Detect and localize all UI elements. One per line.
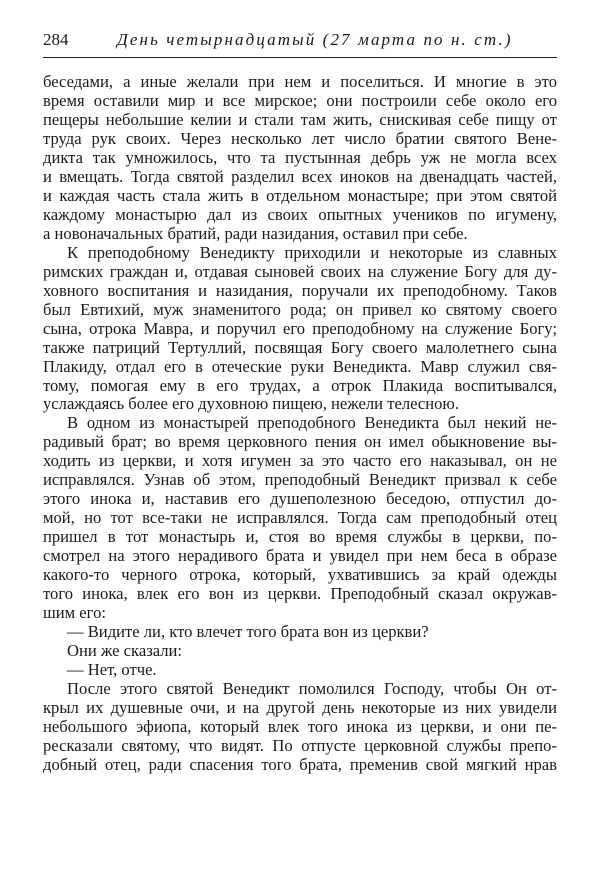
text-line: добный отец, ради спасения того брата, пременив свой мягкий нрав xyxy=(43,754,557,774)
text-line: тому, помогая ему в его трудах, а отрок Плакида воспитывался, xyxy=(43,375,557,395)
text-line: дикта так умножилось, что та пустынная дебрь уж не могла всех xyxy=(43,147,557,167)
page-number: 284 xyxy=(43,30,69,49)
text-line: и каждая часть стала жить в отдельном монастыре; при этом святой xyxy=(43,185,557,205)
text-line: — Нет, отче. xyxy=(67,660,157,680)
text-line: В одном из монастырей преподобного Венедикта был некий не- xyxy=(67,413,557,433)
text-line: ховного воспитания и назидания, поручали их преподобному. Таков xyxy=(43,280,557,300)
text-line: и вмещать. Тогда святой разделил всех иноков на двенадцать частей, xyxy=(43,166,557,186)
text-line: мой, но тот все-таки не исправлялся. Тогда сам преподобный отец xyxy=(43,508,557,528)
text-line: услаждаясь более его духовною пищею, нежели телесною. xyxy=(43,394,459,414)
text-line: того инока, влек его вон из церкви. Преподобный сказал окружав- xyxy=(43,584,557,604)
text-line: какого-то черного отрока, который, ухватившись за край одежды xyxy=(43,565,557,585)
text-line: этого инока и, наставив его душеполезною беседою, отпустил до- xyxy=(43,489,557,509)
text-line: Плакиду, отдал его в отеческие руки Венедикта. Мавр служил свя- xyxy=(43,356,557,376)
text-line: Они же сказали: xyxy=(67,641,183,661)
text-line: пришел в тот монастырь и, стоя во время службы в церкви, по- xyxy=(43,527,557,547)
body-text xyxy=(43,73,557,775)
text-line: труда рук своих. Через несколько лет число братии святого Вене- xyxy=(43,128,557,148)
text-line: небольшого эфиопа, который влек того инока из церкви, и они пе- xyxy=(43,716,557,736)
paragraph xyxy=(43,680,557,775)
text-line: К преподобному Венедикту приходили и некоторые из славных xyxy=(67,242,557,262)
text-line: смотрел на этого нерадивого брата и увидел при нем беса в образе xyxy=(43,546,557,566)
text-line: шим его: xyxy=(43,603,106,623)
text-line: также патриций Тертуллий, посвящая Богу своего малолетнего сына xyxy=(43,337,557,357)
running-title: День четырнадцатый (27 марта по н. ст.) xyxy=(117,30,513,49)
text-line: крыл их душевные очи, и на другой день некоторые из них увидели xyxy=(43,697,557,717)
paragraph xyxy=(43,73,557,244)
text-line: каждому монастырю дал из своих опытных учеников по игумену, xyxy=(43,204,557,224)
text-line: пещеры небольшие келии и стали там жить, снискивая себе пищу от xyxy=(43,109,557,129)
running-header xyxy=(43,30,557,52)
paragraph xyxy=(43,661,557,680)
text-line: сына, отрока Мавра, и поручил его преподобному на служение Богу; xyxy=(43,318,557,338)
text-line: римских граждан и, отдавая сыновей своих на служение Богу для ду- xyxy=(43,261,557,281)
paragraph xyxy=(43,623,557,642)
text-line: ходить из церкви, и хотя игумен за это часто его наказывал, он не xyxy=(43,451,557,471)
text-line: исправлялся. Узнав об этом, преподобный Венедикт призвал к себе xyxy=(43,470,557,490)
text-line: ресказали святому, что видят. По отпусте церковной службы препо- xyxy=(43,735,557,755)
text-line: — Видите ли, кто влечет того брата вон из церкви? xyxy=(67,622,429,642)
text-line: был Евтихий, муж знаменитого рода; он привел ко святому своего xyxy=(43,299,557,319)
paragraph xyxy=(43,642,557,661)
text-line: После этого святой Венедикт помолился Господу, чтобы Он от- xyxy=(67,679,557,698)
text-line: радивый брат; во время церковного пения он имел обыкновение вы- xyxy=(43,432,557,452)
text-line: а новоначальных братий, ради назидания, оставил при себе. xyxy=(43,223,468,243)
header-rule xyxy=(43,57,557,58)
text-line: время оставили мир и все мирское; они построили себе около его xyxy=(43,90,557,110)
text-line: беседами, а иные желали при нем и поселиться. И многие в это xyxy=(43,72,557,91)
paragraph xyxy=(43,414,557,623)
paragraph xyxy=(43,244,557,415)
